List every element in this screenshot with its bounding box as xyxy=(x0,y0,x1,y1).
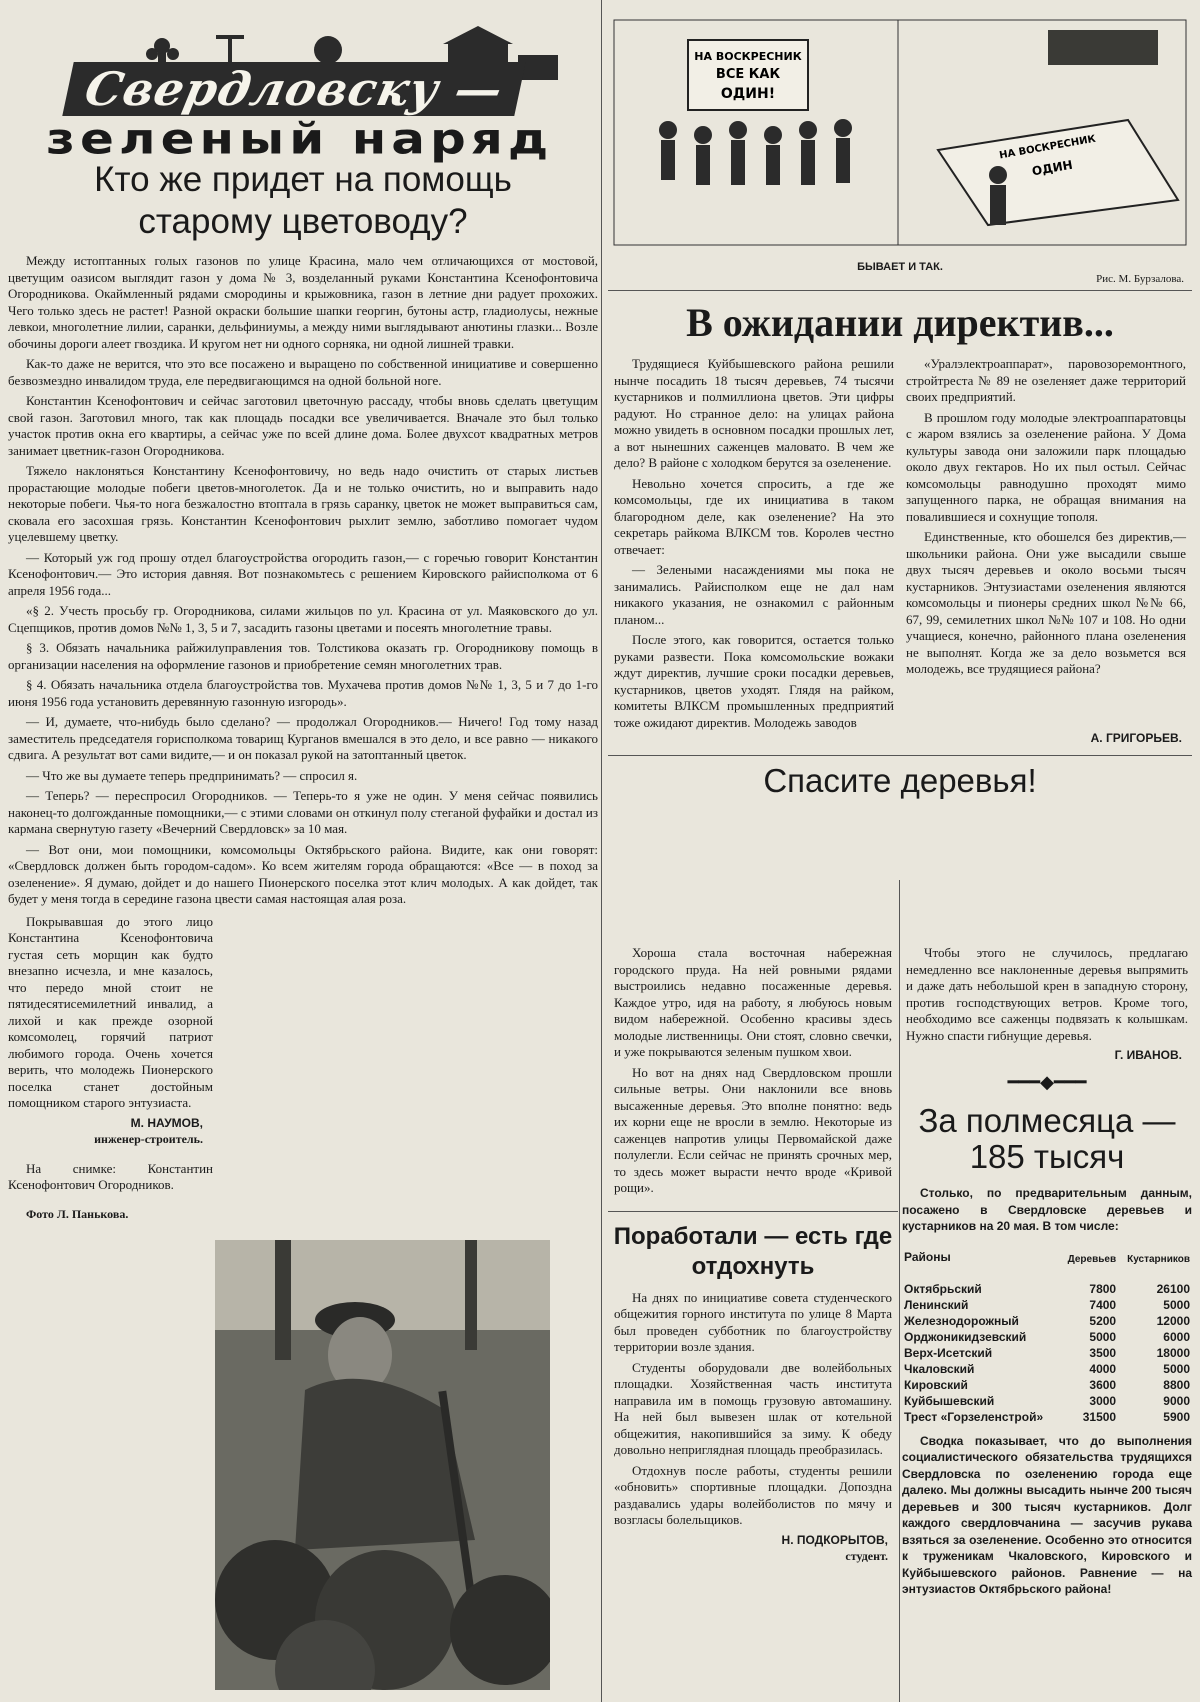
table-row xyxy=(902,1393,1192,1409)
stats-table xyxy=(902,1239,1192,1425)
article-paragraph: Между истоптанных голых газонов по улице Красина, мало чем отличающихся от мостовой, цветущим оазисом выглядит газон у дома № 3, возделанный руками Константина Ксенофонтовича Огородникова. Окаймленный рядами смородины и крыжовника, газон в летние дни радует прохожих. Чего только здесь не растет! Разной окраски большие шапки георгин, бутоны астр, гладиолусы, нежные левкои, многолетние лилии, саранки, дельфиниумы, а между ними выглядывают анютины глазки... Возле обочины дороги алеет гвоздика. И кругом нет ни одного сорняка, ни одной лишней травки. xyxy=(8,253,598,351)
count-value: 8800 xyxy=(1163,1377,1190,1392)
article-title: Спасите деревья! xyxy=(763,762,1037,799)
article-paragraph: Но вот на днях над Свердловском прошли сильные ветры. Они наклонили все вновь высаженные деревья. Это вполне понятно: ведь их корни еще не вросли в землю. Некоторые из саженцев напротив улицы Первомайской даже полулегли. Если сейчас не принять срочных мер, то здесь может вырасти нечто вроде «Кривой рощи». xyxy=(614,1064,892,1195)
article-paragraph: «§ 2. Учесть просьбу гр. Огородникова, силами жильцов по ул. Красина от ул. Маяковского до ул. Сцепщиков, против домов №№ 1, 3, 5 и 7, засадить газоны цветами и посеять многолетние травы. xyxy=(8,603,598,635)
section-divider xyxy=(608,755,1192,756)
article-paragraph: Константин Ксенофонтович и сейчас заготовил цветочную рассаду, чтобы вновь сделать цветущим свой газон. Заготовил много, так как площадь посадки все увеличивается. Вначале это был только участок против окна его квартиры, а сейчас уже по всей длине дома. Более двухсот квадратных метров занимает цветник-газон Огородникова. xyxy=(8,393,598,458)
table-row xyxy=(902,1329,1192,1345)
column-header: Деревьев xyxy=(1067,1253,1117,1265)
article-paragraph: Хороша стала восточная набережная городского пруда. На ней ровными рядами выстроились недавно посаженные деревья. Каждое утро, идя на работу, я любуюсь новым видом набережной. Особенно красивы здесь молодые лиственницы. Они стоят, словно свечки, и уже покрываются зеленым пушком хвои. xyxy=(614,945,892,1059)
article-paragraph: — Теперь? — переспросил Огородников. — Теперь-то я уже не один. У меня сейчас появились наконец-то долгожданные помощники,— с этими словами он откинул полу стеганой фуфайки и достал из кармана свернутую газету «Вечерний Свердловск» за 10 мая. xyxy=(8,788,598,836)
table-row xyxy=(902,1313,1192,1329)
count-value: 5900 xyxy=(1163,1409,1190,1424)
article-v-ozhidanii xyxy=(608,356,1192,735)
article-title: Кто же придет на помощь старому цветоводу? xyxy=(94,160,512,241)
district-name: Железнодорожный xyxy=(904,1313,1019,1328)
count-value: 3600 xyxy=(1089,1377,1117,1392)
count-value: 3000 xyxy=(1089,1393,1117,1408)
column-rule xyxy=(601,0,602,1702)
count-value: 26100 xyxy=(1156,1281,1190,1296)
cartoon-drawing xyxy=(608,0,1192,250)
article-title: В ожидании директив... xyxy=(686,300,1114,345)
table-row xyxy=(902,1409,1192,1425)
article-paragraph: На днях по инициативе совета студенческого общежития горного института по улице 8 Марта был проведен субботник по благоустройству территории возле здания. xyxy=(614,1289,892,1354)
svg-text:НА ВОСКРЕСНИК: НА ВОСКРЕСНИК xyxy=(998,133,1097,162)
stats-summary: Сводка показывает, что до выполнения социалистического обязательства трудящихся Свердловска по озеленению города еще далеко. Мы должны высадить нынче 200 тысяч деревьев и 300 тысяч кустарников. Долг каждого свердловчанина — засучив рукава взяться за озеленение. Особенно это относится к труженикам Чкаловского, Кировского и Куйбышевского районов. Равнение — на энтузиастов Октябрьского района! xyxy=(902,1433,1192,1596)
count-value: 7400 xyxy=(1089,1297,1117,1312)
rubric-line-2: зеленый наряд xyxy=(46,114,554,164)
count-value: 5200 xyxy=(1089,1313,1117,1328)
svg-text:ОДИН: ОДИН xyxy=(1030,157,1074,179)
cartoon-byvaet-i-tak xyxy=(608,0,1192,291)
count-value: 3500 xyxy=(1089,1345,1117,1360)
right-column-bottom xyxy=(902,945,1192,1602)
table-row xyxy=(902,1361,1192,1377)
district-name: Верх-Исетский xyxy=(904,1345,993,1360)
author-title: студент. xyxy=(845,1548,888,1563)
article-paragraph: Тяжело наклоняться Константину Ксенофонтовичу, но ведь надо очистить от старых листьев прорастающие молодые побеги цветов-многолеток. Да и не только очистить, но и выправить надо некоторые побеги. Чья-то нога безжалостно втоптала в грязь саранку, цветок не может выправиться сам, сковала его засохшая грязь. Константин Ксенофонтович рыхлит землю, заботливо помогает чудом уцелевшему цветку. xyxy=(8,463,598,544)
cartoon-caption: БЫВАЕТ И ТАК. xyxy=(857,261,943,273)
count-value: 7800 xyxy=(1089,1281,1117,1296)
article-paragraph: § 4. Обязать начальника отдела благоустройства тов. Мухачева против домов №№ 1, 3, 5 и 7 до 1-го июня 1956 года установить деревянную газонную изгородь». xyxy=(8,677,598,709)
count-value: 12000 xyxy=(1156,1313,1190,1328)
table-row xyxy=(902,1297,1192,1313)
article-body-left xyxy=(608,945,898,1197)
article-spasite-derevya xyxy=(608,945,898,1564)
count-value: 4000 xyxy=(1089,1361,1117,1376)
cartoon-credit: Рис. М. Бурзалова. xyxy=(1096,273,1184,285)
author-signature: Н. ПОДКОРЫТОВ, xyxy=(781,1532,888,1547)
gardener-photo-illustration xyxy=(215,1240,550,1690)
district-name: Ленинский xyxy=(904,1297,969,1312)
photo-caption: На снимке: Константин Ксенофонтович Огородников. xyxy=(8,1160,213,1192)
article-body-right xyxy=(906,356,1186,735)
photo-credit: Фото Л. Панькова. xyxy=(26,1206,129,1221)
author-signature: Г. ИВАНОВ. xyxy=(1114,1048,1182,1062)
count-value: 5000 xyxy=(1089,1329,1117,1344)
count-value: 5000 xyxy=(1163,1361,1190,1376)
rubric-header xyxy=(8,20,598,164)
photo-gardener xyxy=(215,1240,550,1690)
article-paragraph: Как-то даже не верится, что это все посажено и выращено по собственной инициативе и совершенно безвозмездно инвалидом труда, еле передвигающимся на одной больной ноге. xyxy=(8,356,598,388)
column-header: Районы xyxy=(904,1249,951,1264)
article-body-left xyxy=(614,356,894,735)
article-paragraph: Отдохнув после работы, студенты решили «обновить» спортивные площадки. Допоздна раздавались удары волейболистов по мячу и возгласы болельщиков. xyxy=(614,1462,892,1527)
section-divider xyxy=(608,1211,898,1212)
district-name: Куйбышевский xyxy=(904,1393,995,1408)
ornament-divider: ━━━◆━━━ xyxy=(1007,1072,1087,1092)
stats-intro: Столько, по предварительным данным, посажено в Свердловске деревьев и кустарников на 20 мая. В том числе: xyxy=(902,1186,1192,1233)
count-value: 5000 xyxy=(1163,1297,1190,1312)
article-paragraph: — Зелеными насаждениями мы пока не занимались. Райисполком еще не дал нам никакого указания, не ознакомил с районным планом... xyxy=(614,562,894,627)
district-name: Орджоникидзевский xyxy=(904,1329,1027,1344)
article-paragraph: — И, думаете, что-нибудь было сделано? — продолжал Огородников.— Ничего! Год тому назад заместитель председателя горисполкома товарищ Курганов вмешался в это дело, и все равно — никакого сдвига. А результат вот сами видите,— и он показал рукой на затоптанный цветок. xyxy=(8,714,598,762)
article-kto-zhe-pridet xyxy=(8,0,598,1226)
rubric-line-1: Свердловску — xyxy=(62,62,526,116)
author-title: инженер-строитель. xyxy=(94,1131,203,1146)
article-paragraph: § 3. Обязать начальника райжилуправления тов. Толстикова оказать гр. Огородникову помощь в организации населения на оформление газонов и приобретение семян многолетних трав. xyxy=(8,640,598,672)
count-value: 6000 xyxy=(1163,1329,1190,1344)
article-paragraph: Чтобы этого не случилось, предлагаю немедленно все наклоненные деревья выпрямить и даже дать небольшой крен в западную сторону, против господствующих ветров. Кроме того, необходимо все саженцы подвязать к колышкам. Нужно спасти гибнущие деревья. xyxy=(906,945,1188,1043)
author-signature: М. НАУМОВ, xyxy=(130,1115,203,1130)
table-row xyxy=(902,1377,1192,1393)
article-body xyxy=(608,1290,898,1529)
column-rule xyxy=(899,880,900,1702)
district-name: Трест «Горзеленстрой» xyxy=(904,1409,1044,1424)
title-line-2: 185 тысяч xyxy=(969,1138,1125,1175)
closing-paragraph: Покрывавшая до этого лицо Константина Ксенофонтовича густая сеть морщин как будто внезапно исчезла, и мне казалось, что передо мной стоит не пятидесятисемилетний инвалид, а лихой и как прежде озорной комсомолец, горячий патриот любимого города. Очень хочется верить, что молодежь Пионерского поселка станет достойным помощником старого энтузиаста. xyxy=(8,913,213,1110)
district-name: Кировский xyxy=(904,1377,968,1392)
count-value: 18000 xyxy=(1156,1345,1190,1360)
column-header: Кустарников xyxy=(1127,1253,1190,1265)
article-paragraph: — Что же вы думаете теперь предпринимать? — спросил я. xyxy=(26,767,358,783)
count-value: 31500 xyxy=(1082,1409,1117,1424)
table-header-row xyxy=(902,1239,1192,1281)
article-title xyxy=(902,1103,1192,1175)
author-signature: А. ГРИГОРЬЕВ. xyxy=(1090,731,1182,745)
article-paragraph: Студенты оборудовали две волейбольных площадки. Хозяйственная часть института направила им в помощь грузовую автомашину. На ней был вывезен шлак от котельной общежития, накопившийся за зиму. К обеду довольно неприглядная площадь преобразилась. xyxy=(614,1359,892,1457)
article-title: Поработали — есть где отдохнуть xyxy=(613,1222,893,1280)
district-name: Чкаловский xyxy=(904,1361,975,1376)
article-paragraph: «Уралэлектроаппарат», паровозоремонтного, стройтреста № 89 не озеленяет даже территорий своих предприятий. xyxy=(906,356,1186,404)
title-line-1: За полмесяца — xyxy=(918,1102,1176,1139)
article-paragraph: Невольно хочется спросить, а где же комсомольцы, где их инициатива в таком благородном деле, как озеленение? На это секретарь райкома ВЛКСМ тов. Королев честно отвечает: xyxy=(614,475,894,557)
table-row xyxy=(902,1345,1192,1361)
banner-text-1: НА ВОСКРЕСНИК xyxy=(694,50,802,63)
article-body-right xyxy=(902,945,1192,1044)
article-paragraph: — Который уж год прошу отдел благоустройства огородить газон,— с горечью говорит Константин Ксенофонтович.— Это история давняя. Вот познакомьтесь с решением Кировского райисполкома от 6 апреля 1956 года... xyxy=(8,549,598,598)
article-body xyxy=(8,253,598,908)
right-top-block xyxy=(608,0,1192,808)
article-paragraph: Единственные, кто обошелся без директив,— школьники района. Они уже высадили свыше двух тысяч деревьев и около восьми тысяч кустарников. Энтузиастами озеленения являются комсомольцы и пионеры средних школ №№ 66, 67, 99, семилетних школ №№ 107 и 108. Но одни учащиеся, конечно, районного плана озеленения не выполнят. Когда же за дело возьмется вся молодежь, все трудящиеся района? xyxy=(906,529,1186,676)
count-value: 9000 xyxy=(1163,1393,1190,1408)
district-name: Октябрьский xyxy=(904,1281,982,1296)
article-paragraph: В прошлом году молодые электроаппаратовцы с жаром взялись за озеленение района. У Дома культуры завода они заложили парк площадью около двух гектаров. Но их пыл остыл. Сейчас комсомольцы равнодушно проходят мимо запущенного парка, не обращая внимания на повалившиеся и сохнущие тополя. xyxy=(906,409,1186,524)
svg-text:ВСЕ КАК: ВСЕ КАК xyxy=(715,67,781,82)
article-closing xyxy=(8,914,213,1223)
article-paragraph: Трудящиеся Куйбышевского района решили нынче посадить 18 тысяч деревьев, 74 тысячи кустарников и полмиллиона цветов. Эти цифры радуют. Но странное дело: на улицах района можно увидеть в основном посадки прошлых лет, а вот нынешних саженцев маловато. В чем же дело? В районе с холодком берутся за озеленение. xyxy=(614,356,894,470)
svg-text:ОДИН!: ОДИН! xyxy=(720,86,776,102)
article-paragraph: — Вот они, мои помощники, комсомольцы Октябрьского района. Видите, как они говорят: «Свердловск должен быть городом-садом». Ко всем жителям города обращаются: «Все — в поход за озеленение». Я думаю, дойдет и до нашего Пионерского поселка этот клич молодых. А как дойдет, так будет у меня тогда в середине газона цвести самая настоящая алая роза. xyxy=(8,841,598,906)
article-paragraph: После этого, как говорится, остается только руками развести. Пока комсомольские вожаки ждут директив, лучшие сроки посадки деревьев, кустарников, цветов уходят. Глядя на райком, комитеты ВЛКСМ промышленных предприятий тоже ожидают директив. Молодежь заводов xyxy=(614,632,894,730)
table-row xyxy=(902,1281,1192,1297)
